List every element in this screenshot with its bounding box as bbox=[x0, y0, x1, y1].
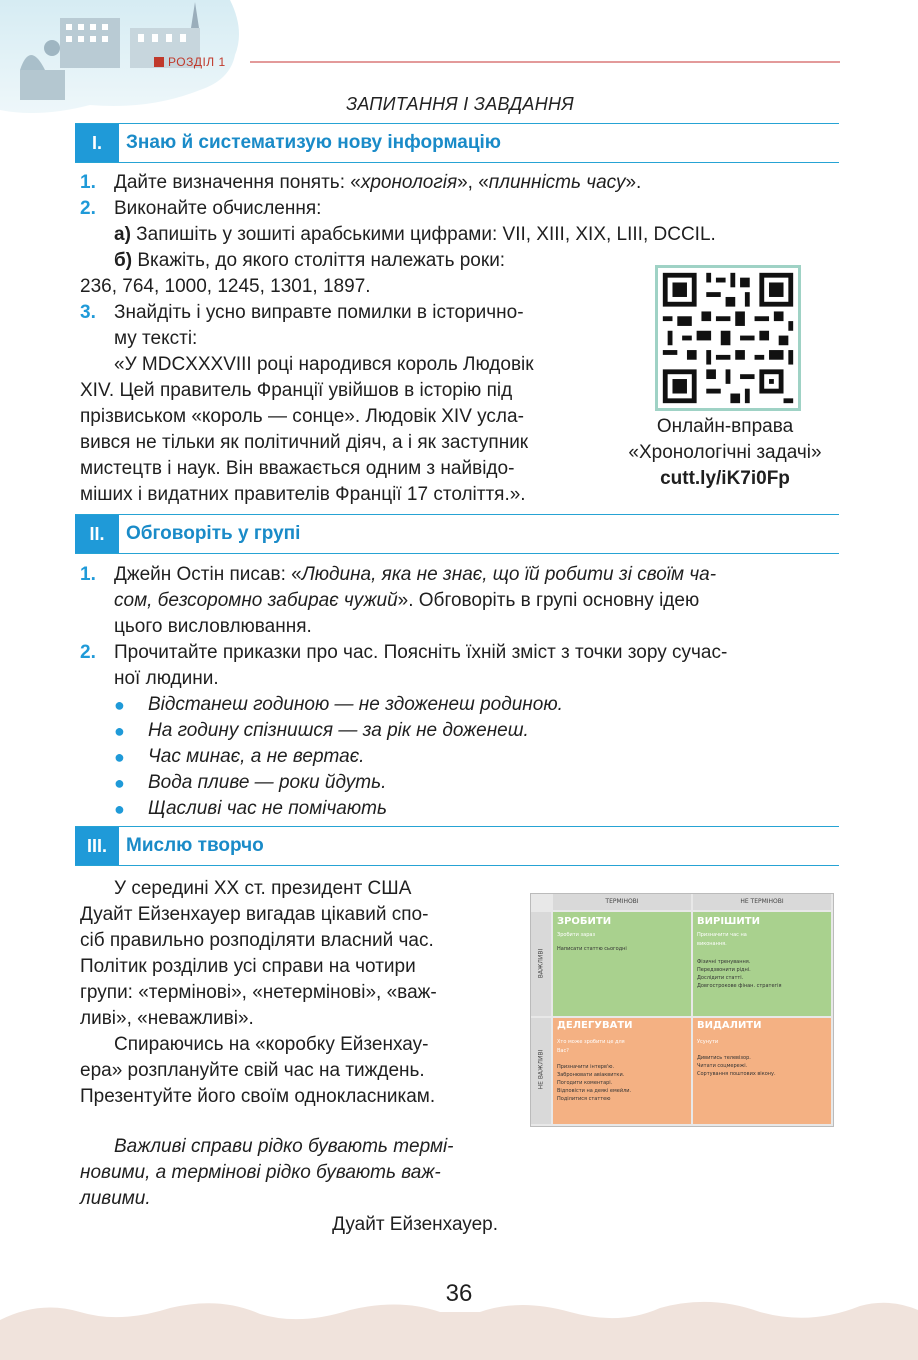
task-1-3: 3. Знайдіть і усно виправте помилки в історично- bbox=[80, 302, 524, 323]
matrix-col-not-urgent: НЕ ТЕРМІНОВІ bbox=[693, 894, 831, 910]
quote-line-5: мистецтв і наук. Він вважається одним з найвідо- bbox=[80, 458, 515, 479]
qr-caption-line-1: Онлайн-вправа bbox=[656, 416, 794, 437]
task-2-1-line2: сом, безсоромно забирає чужий». Обговоріть в групі основну ідею bbox=[114, 590, 700, 611]
quote-line-2: XIV. Цей правитель Франції увійшов в історію під bbox=[80, 380, 513, 401]
task-2-2-line2: ної людини. bbox=[114, 668, 219, 689]
chapter-divider bbox=[250, 61, 840, 63]
proverb-item: ● На годину спізнишся — за рік не доженеш. bbox=[114, 720, 529, 741]
section-2-title: Обговоріть у групі bbox=[126, 523, 301, 544]
paragraph-1-line: ливі», «неважливі». bbox=[80, 1008, 254, 1029]
chapter-label: РОЗДІЛ 1 bbox=[150, 54, 230, 70]
section-3-title: Мислю творчо bbox=[126, 835, 264, 856]
proverb-item: ● Вода пливе — роки йдуть. bbox=[114, 772, 387, 793]
quote-line: ливими. bbox=[80, 1188, 151, 1209]
proverb-item: ● Щасливі час не помічають bbox=[114, 798, 387, 819]
section-1-header bbox=[75, 123, 839, 163]
task-2-1: 1. Джейн Остін писав: «Людина, яка не знає, що їй робити зі своїм ча- bbox=[80, 564, 717, 585]
page-title: ЗАПИТАННЯ І ЗАВДАННЯ bbox=[346, 94, 574, 114]
matrix-row-not-important: НЕ ВАЖЛИВІ bbox=[531, 1018, 551, 1124]
qr-link[interactable]: cutt.ly/iK7i0Fp bbox=[660, 468, 790, 489]
qr-code-icon[interactable] bbox=[655, 265, 801, 411]
paragraph-1-line: сіб правильно розподіляти власний час. bbox=[80, 930, 434, 951]
section-2-number: II. bbox=[75, 515, 119, 553]
matrix-quadrant-delegate: ДЕЛЕГУВАТИ Хто може зробити це для Вас? Призначити інтерв'ю. Забронювати авіаквитки. Погодити коментарі. Відповісти на деякі емейли. Поділитися статтею bbox=[553, 1018, 691, 1124]
paragraph-2-line: Презентуйте його своїм однокласникам. bbox=[80, 1086, 436, 1107]
paragraph-1-line: Дуайт Ейзенхауер вигадав цікавий спо- bbox=[80, 904, 429, 925]
quote-line-4: вився не тільки як політичний діяч, а і як заступник bbox=[80, 432, 529, 453]
task-1-3-line2: му тексті: bbox=[114, 328, 198, 349]
matrix-quadrant-decide: ВИРІШИТИ Призначити час на виконання. Фізичні тренування. Передзвонити рідні. Дослідити статті. Довгострокове фінан. стратегія bbox=[693, 912, 831, 1016]
paragraph-1-line: У середині XX ст. президент США bbox=[114, 878, 412, 899]
task-1-2b: б) Вкажіть, до якого століття належать роки: bbox=[114, 250, 506, 271]
qr-caption-line-2: «Хронологічні задачі» bbox=[628, 442, 822, 463]
qr-caption bbox=[605, 414, 845, 492]
matrix-row-important: ВАЖЛИВІ bbox=[531, 912, 551, 1016]
quote-line-6: міших і видатних правителів Франції 17 століття.». bbox=[80, 484, 526, 505]
task-1-2a: а) Запишіть у зошиті арабськими цифрами: VII, XIII, XIX, LIII, DCCIL. bbox=[114, 224, 716, 245]
paragraph-1-line: Політик розділив усі справи на чотири bbox=[80, 956, 416, 977]
section-3-header bbox=[75, 826, 839, 866]
paragraph-2-line: Спираючись на «коробку Ейзенхау- bbox=[114, 1034, 429, 1055]
eisenhower-matrix bbox=[530, 893, 834, 1127]
task-1-1: 1. Дайте визначення понять: «хронологія», «плинність часу». bbox=[80, 172, 642, 193]
section-3-number: III. bbox=[75, 827, 119, 865]
task-1-2b-years: 236, 764, 1000, 1245, 1301, 1897. bbox=[80, 276, 371, 297]
page-number: 36 bbox=[445, 1280, 473, 1307]
quote-line: новими, а термінові рідко бувають важ- bbox=[80, 1162, 441, 1183]
proverb-item: ● Відстанеш годиною — не здоженеш родиною. bbox=[114, 694, 563, 715]
qr-code-pattern bbox=[658, 268, 798, 408]
task-2-2: 2. Прочитайте приказки про час. Поясніть їхній зміст з точки зору сучас- bbox=[80, 642, 728, 663]
task-1-2: 2. Виконайте обчислення: bbox=[80, 198, 322, 219]
paragraph-2-line: ера» розплануйте свій час на тиждень. bbox=[80, 1060, 425, 1081]
proverb-item: ● Час минає, а не вертає. bbox=[114, 746, 365, 767]
section-2-header bbox=[75, 514, 839, 554]
quote-line-3: прізвиськом «король — сонце». Людовік XIV усла- bbox=[80, 406, 524, 427]
section-1-title: Знаю й систематизую нову інформацію bbox=[126, 132, 502, 153]
section-1-number: I. bbox=[75, 124, 119, 162]
paragraph-1-line: групи: «термінові», «нетермінові», «важ- bbox=[80, 982, 437, 1003]
quote-author: Дуайт Ейзенхауер. bbox=[332, 1214, 498, 1235]
quote-line: Важливі справи рідко бувають термі- bbox=[114, 1136, 454, 1157]
matrix-quadrant-do: ЗРОБИТИ Зробити зараз Написати статтю сьогодні bbox=[553, 912, 691, 1016]
matrix-col-urgent: ТЕРМІНОВІ bbox=[553, 894, 691, 910]
matrix-quadrant-delete: ВИДАЛИТИ Усунути Дивитись телевізор. Читати соцмережі. Сортування поштових вікону. bbox=[693, 1018, 831, 1124]
quote-line-1: «У MDCXXXVIII році народився король Людовік bbox=[114, 354, 534, 375]
task-2-1-line3: цього висловлювання. bbox=[114, 616, 312, 637]
